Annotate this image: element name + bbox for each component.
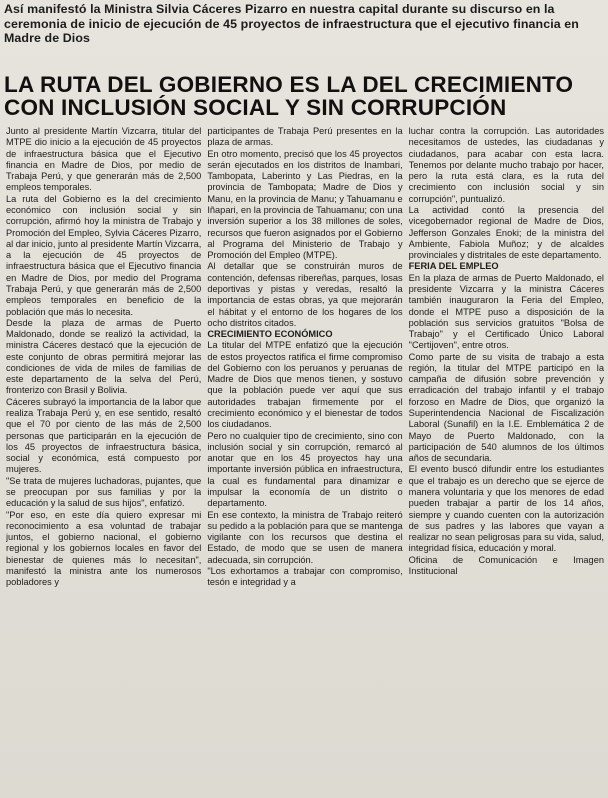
paragraph: La actividad contó la presencia del vicegobernador regional de Madre de Dios, Jefferson Gonzales Enoki; de la ministra del Ambiente, Fabiola Muñoz; y de alcaldes provinciales y distritales de este departamento. <box>408 204 604 261</box>
column-2 <box>207 126 402 796</box>
paragraph: Oficina de Comunicación e Imagen Institucional <box>408 554 604 576</box>
section-heading: CRECIMIENTO ECONÓMICO <box>207 329 333 340</box>
paragraph: En la plaza de armas de Puerto Maldonado, el presidente Vizcarra y la ministra Cáceres también inauguraron la Feria del Empleo, donde el MTPE puso a disposición de la población sus servicios gratuitos "Bolsa de Trabajo" y el Certificado Único Laboral "Certijoven", entre otros. <box>408 272 604 351</box>
section-heading: FERIA DEL EMPLEO <box>408 261 499 272</box>
paragraph: Pero no cualquier tipo de crecimiento, sino con inclusión social y sin corrupción, remarcó al anotar que en los 45 proyectos hay una importante inversión pública en infraestructura, la cual es fundamental para dinamizar e impulsar la economía de un distrito o departamento. <box>207 430 403 509</box>
paragraph: En ese contexto, la ministra de Trabajo reiteró su pedido a la población para que se mantenga vigilante con los recursos que destina el Estado, de modo que se usen de manera adecuada, sin corrupción. <box>207 509 403 565</box>
paragraph: El evento buscó difundir entre los estudiantes que el trabajo es un derecho que se ejerce de manera voluntaria y que los menores de edad pueden trabajar a partir de los 14 años, siempre y cuando cuenten con la autorización de sus padres y las labores que vayan a realizar no sean peligrosas para su vida, salud, integridad física, educación y moral. <box>408 464 604 554</box>
paragraph: La titular del MTPE enfatizó que la ejecución de estos proyectos ratifica el firme compromiso del Gobierno con los peruanos y peruanas de Madre de Dios que menos tienen, y sostuvo que la población puede ver aquí que sus autoridades trabajan firmemente por el crecimiento económico y el bienestar de todos los ciudadanos. <box>207 340 403 430</box>
paragraph: Como parte de su visita de trabajo a esta región, la titular del MTPE participó en la campaña de difusión sobre prevención y erradicación del trabajo infantil y el trabajo forzoso en Madre de Dios, que organizó la Superintendencia Nacional de Fiscalización Laboral (Sunafil) en la I.E. Emblemática 2 de Mayo de Puerto Maldonado, con la participación de 540 alumnos de los últimos años de secundaria. <box>408 351 604 464</box>
paragraph: luchar contra la corrupción. Las autoridades necesitamos de ustedes, las ciudadanas y ciudadanos, para acabar con esta lacra. Tenemos por delante mucho trabajo por hacer, pero la ruta está clara, es la ruta del crecimiento con inclusión social y sin corrupción", puntualizó. <box>408 126 604 204</box>
paragraph: "Se trata de mujeres luchadoras, pujantes, que se preocupan por sus familias y por la educación y la salud de sus hijos", enfatizó. <box>6 475 202 509</box>
column-1 <box>6 126 201 796</box>
paragraph: En otro momento, precisó que los 45 proyectos serán ejecutados en los distritos de Inambari, Tambopata, Laberinto y Las Piedras, en la provincia de Tambopata; Madre de Dios y Manu, en la provincia de Manu; y Tahuamanu e Iñapari, en la provincia de Tahuamanu; con una inversión superior a los 38 millones de soles, recursos que fueron asignados por el Gobierno al Programa del Ministerio de Trabajo y Promoción del Empleo (MTPE). <box>207 148 403 261</box>
paragraph: Junto al presidente Martín Vizcarra, titular del MTPE dio inicio a la ejecución de 45 proyectos de infraestructura básica que el Ejecutivo financia en Madre de Dios, por medio de Trabaja Perú, y que generarán más de 2,500 empleos temporales. <box>6 126 202 193</box>
paragraph: Al detallar que se construirán muros de contención, defensas ribereñas, parques, losas deportivas y pistas y veredas, resaltó la importancia de estas obras, ya que mejorarán el hábitat y el entorno de los hogares de los ocho distritos citados. <box>207 261 403 328</box>
paragraph: "Por eso, en este día quiero expresar mi reconocimiento a esa voluntad de trabajar juntos, el gobierno nacional, el gobierno regional y los gobiernos locales en favor del bienestar de quienes más lo necesitan", manifestó la ministra ante los numerosos pobladores y <box>6 509 202 588</box>
article-body <box>6 126 604 796</box>
column-3 <box>409 126 604 796</box>
paragraph: La ruta del Gobierno es la del crecimiento económico con inclusión social y sin corrupción, afirmó hoy la ministra de Trabajo y Promoción del Empleo, Sylvia Cáceres Pizarro, al dar inicio, junto al presidente Martín Vizcarra, a la ejecución de 45 proyectos de infraestructura básica que el Ejecutivo financia en Madre de Dios, por medio del Programa Trabaja Perú, y que generarán más de 2,500 empleos temporales en beneficio de la población que más lo necesita. <box>6 193 202 317</box>
paragraph: Cáceres subrayó la importancia de la labor que realiza Trabaja Perú y, en ese sentido, resaltó que el 70 por ciento de las más de 2,500 personas que participarán en la ejecución de los 45 proyectos de infraestructura básica, social y económica, está compuesto por mujeres. <box>6 396 202 475</box>
paragraph: "Los exhortamos a trabajar con compromiso, tesón e integridad y a <box>207 565 403 588</box>
article-subtitle: Así manifestó la Ministra Silvia Cáceres Pizarro en nuestra capital durante su discurso en la ceremonia de inicio de ejecución de 45 proyectos de infraestructura que el ejecutivo financia en Madre de Dios <box>4 2 579 46</box>
paragraph: Desde la plaza de armas de Puerto Maldonado, donde se realizó la actividad, la ministra Cáceres destacó que la ejecución de este conjunto de obras permitirá mejorar las condiciones de vida de miles de familias de este departamento de la selva del Perú, fronterizo con Brasil y Bolivia. <box>6 317 202 396</box>
paragraph: participantes de Trabaja Perú presentes en la plaza de armas. <box>207 126 403 148</box>
article-headline: LA RUTA DEL GOBIERNO ES LA DEL CRECIMIENTO CON INCLUSIÓN SOCIAL Y SIN CORRUPCIÓN <box>4 72 574 120</box>
